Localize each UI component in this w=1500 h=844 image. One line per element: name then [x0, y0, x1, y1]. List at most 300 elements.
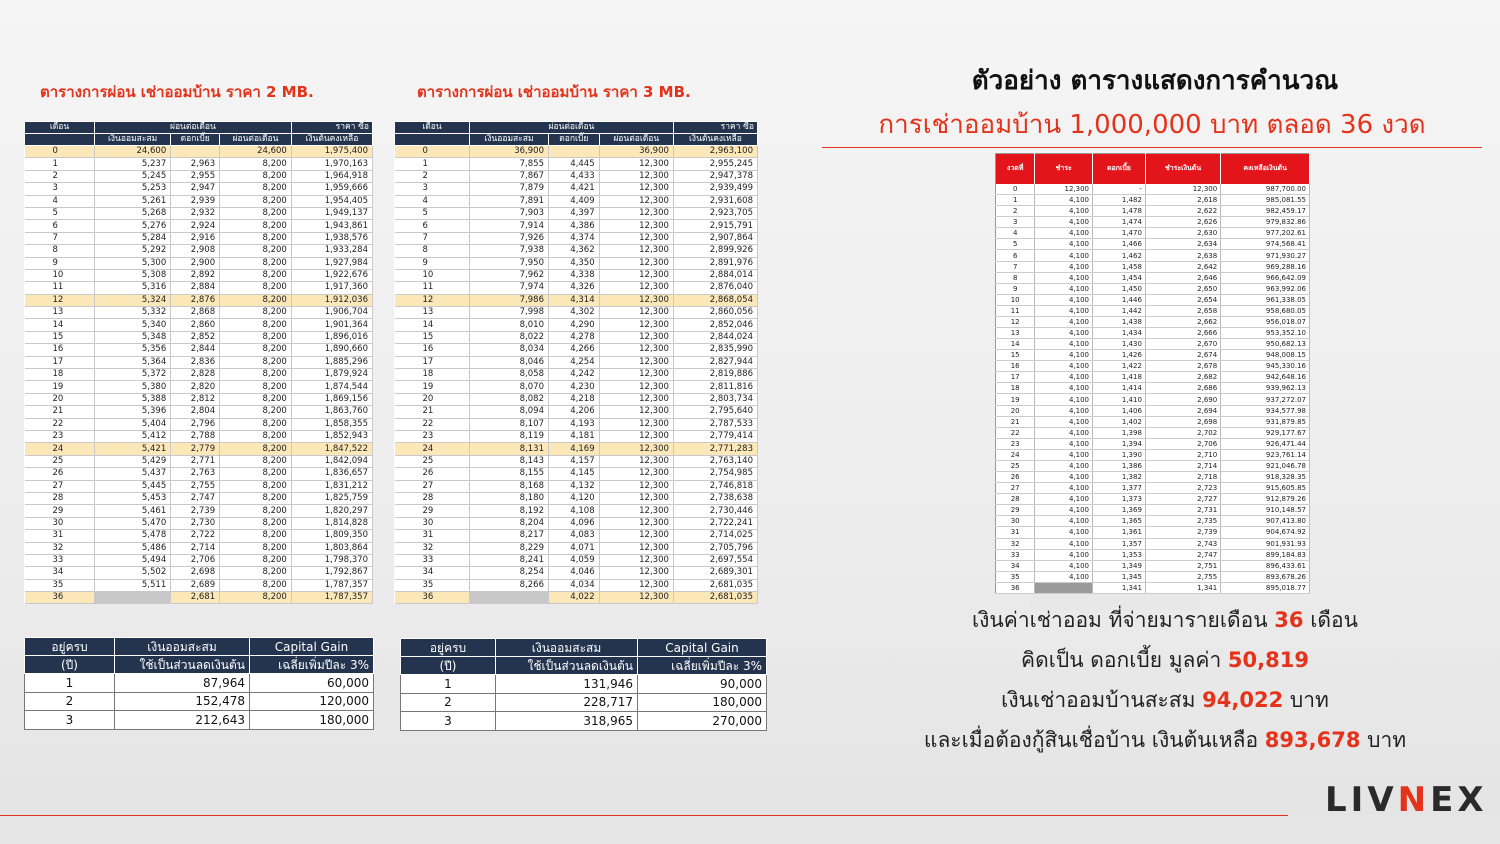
table-cell: 2 — [996, 206, 1035, 217]
table-cell: 931,879.85 — [1221, 416, 1310, 427]
table-cell: 1,386 — [1092, 460, 1145, 471]
table-cell: 5,511 — [95, 579, 171, 591]
table-cell: 2,827,944 — [673, 356, 757, 368]
table-cell: 2,931,608 — [673, 195, 757, 207]
table-row — [395, 344, 758, 356]
table-cell: 5,429 — [95, 455, 171, 467]
table-cell: 17 — [996, 372, 1035, 383]
table-cell: 4 — [996, 228, 1035, 239]
table-cell: 30 — [25, 517, 95, 529]
sum-col3-bot: เฉลี่ยเพิ่มปีละ 3% — [638, 657, 767, 675]
table-cell: 26 — [395, 468, 470, 480]
table-cell: 5,332 — [95, 307, 171, 319]
summary-cell: 318,965 — [496, 712, 638, 731]
summary-line-value: 50,819 — [1227, 648, 1309, 672]
left-summary-table — [24, 637, 374, 730]
table-cell: 2,835,990 — [673, 344, 757, 356]
table-row — [25, 232, 373, 244]
table-cell: 1,836,657 — [291, 468, 372, 480]
table-row — [996, 305, 1310, 316]
table-cell: 4,386 — [548, 220, 599, 232]
summary-cell: 120,000 — [250, 692, 374, 711]
table-cell: 2,654 — [1145, 294, 1220, 305]
table-cell: 1,896,016 — [291, 331, 372, 343]
table-cell: 8,058 — [470, 369, 549, 381]
table-cell: 4,326 — [548, 282, 599, 294]
table-cell: 27 — [996, 483, 1035, 494]
table-cell: 4,362 — [548, 245, 599, 257]
table-cell: 2,899,926 — [673, 245, 757, 257]
table-cell: 945,330.16 — [1221, 361, 1310, 372]
table-cell: 8,168 — [470, 480, 549, 492]
table-cell: 2,666 — [1145, 328, 1220, 339]
table-cell: 4,157 — [548, 455, 599, 467]
table-cell: 2,638 — [1145, 250, 1220, 261]
table-row — [25, 579, 373, 591]
table-row — [996, 228, 1310, 239]
table-cell: 2,705,796 — [673, 542, 757, 554]
sum-col3-bot: เฉลี่ยเพิ่มปีละ 3% — [250, 656, 374, 674]
table-cell: 1,803,864 — [291, 542, 372, 554]
table-row — [25, 220, 373, 232]
table-row — [395, 542, 758, 554]
table-cell: 4,100 — [1035, 206, 1093, 217]
table-cell: 12 — [25, 294, 95, 306]
table-cell: 31 — [395, 530, 470, 542]
table-cell: 2,746,818 — [673, 480, 757, 492]
table-cell: 4,108 — [548, 505, 599, 517]
table-cell: 1,842,094 — [291, 455, 372, 467]
table-cell: 8,010 — [470, 319, 549, 331]
table-cell: 4,100 — [1035, 339, 1093, 350]
table-cell: 8,200 — [220, 269, 292, 281]
table-cell: 8,107 — [470, 418, 549, 430]
table-cell: 2,876 — [171, 294, 220, 306]
table-cell: 7,938 — [470, 245, 549, 257]
table-cell: 2,642 — [1145, 261, 1220, 272]
summary-cell: 180,000 — [638, 693, 767, 712]
table-cell: 20 — [996, 405, 1035, 416]
table-cell: 4,100 — [1035, 250, 1093, 261]
table-cell: 1,863,760 — [291, 406, 372, 418]
summary-cell: 180,000 — [250, 711, 374, 730]
table-cell: 12,300 — [599, 381, 673, 393]
table-row — [25, 282, 373, 294]
table-cell: 1,885,296 — [291, 356, 372, 368]
table-cell: 7,998 — [470, 307, 549, 319]
right-col-header: ดอกเบี้ย — [1092, 154, 1145, 184]
table-row — [25, 170, 373, 182]
table-cell: 1,912,036 — [291, 294, 372, 306]
table-cell: 4,193 — [548, 418, 599, 430]
table-cell: 4,290 — [548, 319, 599, 331]
table-cell: 2,670 — [1145, 339, 1220, 350]
table-cell: 2,820 — [171, 381, 220, 393]
table-cell: 2,731 — [1145, 505, 1220, 516]
table-cell: 2,852,046 — [673, 319, 757, 331]
table-cell: 34 — [395, 567, 470, 579]
table-cell: 12,300 — [599, 269, 673, 281]
left-schedule-table — [24, 121, 373, 604]
table-cell: 14 — [395, 319, 470, 331]
livnex-logo: LIVNEX — [1325, 780, 1488, 820]
table-row — [25, 245, 373, 257]
table-cell: 29 — [395, 505, 470, 517]
table-cell: 12,300 — [599, 158, 673, 170]
sum-col1-top: อยู่ครบ — [401, 639, 496, 657]
table-cell: 1,814,828 — [291, 517, 372, 529]
table-cell: 2,747 — [1145, 549, 1220, 560]
right-schedule-table — [995, 153, 1310, 594]
table-row — [395, 554, 758, 566]
summary-line-text: บาท — [1360, 728, 1407, 752]
table-cell: 2,876,040 — [673, 282, 757, 294]
table-cell: 12,300 — [599, 195, 673, 207]
summary-row — [401, 693, 767, 712]
table-cell: 2,932 — [171, 207, 220, 219]
table-cell: 4,100 — [1035, 394, 1093, 405]
table-row — [25, 492, 373, 504]
table-cell: 977,202.61 — [1221, 228, 1310, 239]
right-col-header: งวดที่ — [996, 154, 1035, 184]
table-row — [395, 505, 758, 517]
table-cell: 982,459.17 — [1221, 206, 1310, 217]
table-cell: 1,402 — [1092, 416, 1145, 427]
summary-cell: 2 — [25, 692, 115, 711]
table-cell: 30 — [996, 516, 1035, 527]
table-cell: 3 — [996, 217, 1035, 228]
table-row — [395, 232, 758, 244]
table-row — [395, 393, 758, 405]
summary-cell: 270,000 — [638, 712, 767, 731]
table-cell: 8,200 — [220, 294, 292, 306]
table-cell: 4,100 — [1035, 538, 1093, 549]
table-cell: 937,272.07 — [1221, 394, 1310, 405]
table-cell: 2,771,283 — [673, 443, 757, 455]
table-cell: 4,218 — [548, 393, 599, 405]
table-cell: 4,034 — [548, 579, 599, 591]
table-cell: 1,798,370 — [291, 554, 372, 566]
table-cell: 8,200 — [220, 406, 292, 418]
table-cell: 5,340 — [95, 319, 171, 331]
table-row — [996, 427, 1310, 438]
sum-col2-bot: ใช้เป็นส่วนลดเงินต้น — [496, 657, 638, 675]
table-cell: 36,900 — [599, 146, 673, 158]
table-cell: 2,706 — [171, 554, 220, 566]
table-cell: 23 — [996, 438, 1035, 449]
table-cell: 4,350 — [548, 257, 599, 269]
table-cell: 8,200 — [220, 331, 292, 343]
table-row — [25, 480, 373, 492]
table-cell: 2,771 — [171, 455, 220, 467]
summary-line-text: เงินค่าเช่าออม ที่จ่ายมารายเดือน — [971, 608, 1275, 632]
table-cell: 11 — [25, 282, 95, 294]
table-cell: 7 — [395, 232, 470, 244]
table-cell: 8,200 — [220, 393, 292, 405]
table-cell: 9 — [25, 257, 95, 269]
col-group: ผ่อนต่อเดือน — [470, 122, 674, 134]
table-cell: 1,954,405 — [291, 195, 372, 207]
table-cell: 2,787,533 — [673, 418, 757, 430]
table-cell: 8,200 — [220, 369, 292, 381]
table-cell: 953,352.10 — [1221, 328, 1310, 339]
table-cell: 1,906,704 — [291, 307, 372, 319]
table-cell: 8,200 — [220, 567, 292, 579]
table-cell: 2,690 — [1145, 394, 1220, 405]
table-cell: 12,300 — [599, 443, 673, 455]
table-row — [25, 592, 373, 604]
summary-cell: 87,964 — [115, 674, 250, 693]
table-row — [996, 582, 1310, 593]
table-row — [395, 592, 758, 604]
table-row — [996, 206, 1310, 217]
middle-summary-table — [400, 638, 767, 731]
table-cell: 2,702 — [1145, 427, 1220, 438]
table-cell: 36 — [996, 582, 1035, 593]
table-row — [996, 361, 1310, 372]
table-cell: 2,697,554 — [673, 554, 757, 566]
table-cell: 34 — [25, 567, 95, 579]
table-cell: 19 — [395, 381, 470, 393]
table-row — [996, 416, 1310, 427]
table-cell: 5,348 — [95, 331, 171, 343]
table-cell: 5,316 — [95, 282, 171, 294]
table-cell: 12,300 — [599, 282, 673, 294]
table-row — [996, 571, 1310, 582]
summary-line-text: เดือน — [1303, 608, 1358, 632]
right-title: ตัวอย่าง ตารางแสดงการคำนวณ — [971, 66, 1339, 96]
table-cell: 2,819,886 — [673, 369, 757, 381]
table-cell: 5,437 — [95, 468, 171, 480]
table-cell: 4,314 — [548, 294, 599, 306]
table-cell: 7,903 — [470, 207, 549, 219]
table-cell: 0 — [395, 146, 470, 158]
table-cell: 12,300 — [599, 369, 673, 381]
table-cell: 1,446 — [1092, 294, 1145, 305]
table-row — [395, 207, 758, 219]
table-cell: 24 — [996, 449, 1035, 460]
table-cell: 2,907,864 — [673, 232, 757, 244]
table-cell: 934,577.98 — [1221, 405, 1310, 416]
table-cell: 5 — [25, 207, 95, 219]
table-cell: 12,300 — [599, 480, 673, 492]
table-cell: 4,132 — [548, 480, 599, 492]
table-cell: 4,083 — [548, 530, 599, 542]
table-cell: 2,763,140 — [673, 455, 757, 467]
table-cell: 12,300 — [599, 294, 673, 306]
table-cell: 8,200 — [220, 257, 292, 269]
table-cell: 22 — [395, 418, 470, 430]
table-cell: 17 — [25, 356, 95, 368]
table-cell: 971,930.27 — [1221, 250, 1310, 261]
table-cell: 2,743 — [1145, 538, 1220, 549]
table-cell: 8,200 — [220, 455, 292, 467]
sum-col2-bot: ใช้เป็นส่วนลดเงินต้น — [115, 656, 250, 674]
table-cell: 5,324 — [95, 294, 171, 306]
col-monthly: ผ่อนต่อเดือน — [599, 134, 673, 146]
summary-line — [860, 604, 1470, 637]
table-cell: 2,828 — [171, 369, 220, 381]
table-cell: 1,462 — [1092, 250, 1145, 261]
table-cell: 28 — [395, 492, 470, 504]
table-cell: 4,100 — [1035, 305, 1093, 316]
table-cell: 1,394 — [1092, 438, 1145, 449]
col-interest: ดอกเบี้ย — [171, 134, 220, 146]
table-cell: 15 — [996, 350, 1035, 361]
table-cell: 5,470 — [95, 517, 171, 529]
table-cell: 12,300 — [599, 356, 673, 368]
table-cell: 2,915,791 — [673, 220, 757, 232]
table-cell: 12,300 — [599, 492, 673, 504]
table-cell: 942,648.16 — [1221, 372, 1310, 383]
summary-line — [860, 644, 1470, 677]
table-cell: 1,825,759 — [291, 492, 372, 504]
table-cell: 7,914 — [470, 220, 549, 232]
col-month-sub — [25, 134, 95, 146]
table-cell: 2,804 — [171, 406, 220, 418]
table-row — [395, 269, 758, 281]
right-col-header: ชำระ — [1035, 154, 1093, 184]
table-row — [996, 483, 1310, 494]
table-cell: 4,100 — [1035, 571, 1093, 582]
table-cell: 4,100 — [1035, 483, 1093, 494]
table-cell — [1035, 582, 1093, 593]
summary-cell: 212,643 — [115, 711, 250, 730]
table-cell: 12,300 — [599, 505, 673, 517]
table-cell: 987,700.00 — [1221, 184, 1310, 195]
table-cell: 12 — [996, 316, 1035, 327]
table-cell: 4,100 — [1035, 350, 1093, 361]
table-row — [996, 460, 1310, 471]
table-cell: 2,698 — [171, 567, 220, 579]
table-row — [395, 282, 758, 294]
summary-cell: 60,000 — [250, 674, 374, 693]
table-cell: 1,390 — [1092, 449, 1145, 460]
table-cell: 8,200 — [220, 468, 292, 480]
table-row — [395, 331, 758, 343]
table-row — [25, 183, 373, 195]
table-cell: 2,681,035 — [673, 579, 757, 591]
table-row — [25, 455, 373, 467]
table-cell: 985,081.55 — [1221, 195, 1310, 206]
table-cell: 12,300 — [599, 567, 673, 579]
table-cell: 5,364 — [95, 356, 171, 368]
table-cell: 4,254 — [548, 356, 599, 368]
table-cell: 12,300 — [599, 319, 673, 331]
sum-col1-bot: (ปี) — [401, 657, 496, 675]
table-cell: 3 — [25, 183, 95, 195]
table-cell: 7 — [996, 261, 1035, 272]
summary-cell: 2 — [401, 693, 496, 712]
table-row — [25, 393, 373, 405]
table-cell: 1,787,357 — [291, 592, 372, 604]
table-cell: 2,730,446 — [673, 505, 757, 517]
table-cell: 4,100 — [1035, 195, 1093, 206]
table-cell: 24,600 — [95, 146, 171, 158]
table-cell: 4,071 — [548, 542, 599, 554]
table-cell: 4,100 — [1035, 294, 1093, 305]
summary-line-value: 893,678 — [1264, 728, 1361, 752]
table-cell: 9 — [996, 283, 1035, 294]
summary-cell: 131,946 — [496, 675, 638, 694]
table-cell: 1,809,350 — [291, 530, 372, 542]
table-cell: 8,254 — [470, 567, 549, 579]
table-row — [395, 381, 758, 393]
table-cell: 2,811,816 — [673, 381, 757, 393]
col-monthly: ผ่อนต่อเดือน — [220, 134, 292, 146]
table-cell: 4,100 — [1035, 228, 1093, 239]
table-cell: 6 — [25, 220, 95, 232]
table-row — [996, 505, 1310, 516]
bottom-divider — [0, 815, 1288, 816]
table-row — [395, 170, 758, 182]
table-row — [395, 146, 758, 158]
table-cell: 22 — [25, 418, 95, 430]
table-cell: 2,714 — [1145, 460, 1220, 471]
table-cell: 1,820,297 — [291, 505, 372, 517]
table-cell: 4,374 — [548, 232, 599, 244]
summary-line — [860, 724, 1470, 757]
table-cell: 4,100 — [1035, 427, 1093, 438]
table-cell: 2 — [25, 170, 95, 182]
table-cell: 23 — [25, 430, 95, 442]
table-cell: 5,486 — [95, 542, 171, 554]
table-cell: 4,100 — [1035, 449, 1093, 460]
summary-row — [25, 711, 374, 730]
left-table-heading: ตารางการผ่อน เช่าออมบ้าน ราคา 2 MB. — [40, 83, 314, 101]
summary-row — [25, 692, 374, 711]
table-row — [25, 430, 373, 442]
table-row — [25, 356, 373, 368]
table-cell: 33 — [996, 549, 1035, 560]
table-cell: 8,204 — [470, 517, 549, 529]
table-row — [25, 195, 373, 207]
summary-cell: 3 — [401, 712, 496, 731]
table-cell: 4 — [395, 195, 470, 207]
table-cell: 27 — [25, 480, 95, 492]
table-cell: 7,855 — [470, 158, 549, 170]
table-cell: 36 — [25, 592, 95, 604]
table-cell: 2,884,014 — [673, 269, 757, 281]
table-cell: 1,373 — [1092, 494, 1145, 505]
table-row — [25, 257, 373, 269]
table-row — [996, 494, 1310, 505]
table-cell: 8,200 — [220, 443, 292, 455]
table-cell: 929,177.67 — [1221, 427, 1310, 438]
table-cell — [171, 146, 220, 158]
table-cell: 1,970,163 — [291, 158, 372, 170]
table-cell: 29 — [996, 505, 1035, 516]
table-cell: 8,200 — [220, 207, 292, 219]
table-cell: 901,931.93 — [1221, 538, 1310, 549]
table-cell: 26 — [25, 468, 95, 480]
table-cell: 8,229 — [470, 542, 549, 554]
table-cell: 939,962.13 — [1221, 383, 1310, 394]
table-cell: 4,302 — [548, 307, 599, 319]
table-cell: 13 — [25, 307, 95, 319]
table-cell: 12,300 — [1145, 184, 1220, 195]
table-row — [395, 369, 758, 381]
table-cell: 8,094 — [470, 406, 549, 418]
table-cell: 2,730 — [171, 517, 220, 529]
table-cell: 1,382 — [1092, 472, 1145, 483]
table-cell: 16 — [395, 344, 470, 356]
table-cell: 12,300 — [599, 430, 673, 442]
table-row — [996, 283, 1310, 294]
table-cell: 1,454 — [1092, 272, 1145, 283]
table-cell: 2,650 — [1145, 283, 1220, 294]
table-cell: 2,630 — [1145, 228, 1220, 239]
